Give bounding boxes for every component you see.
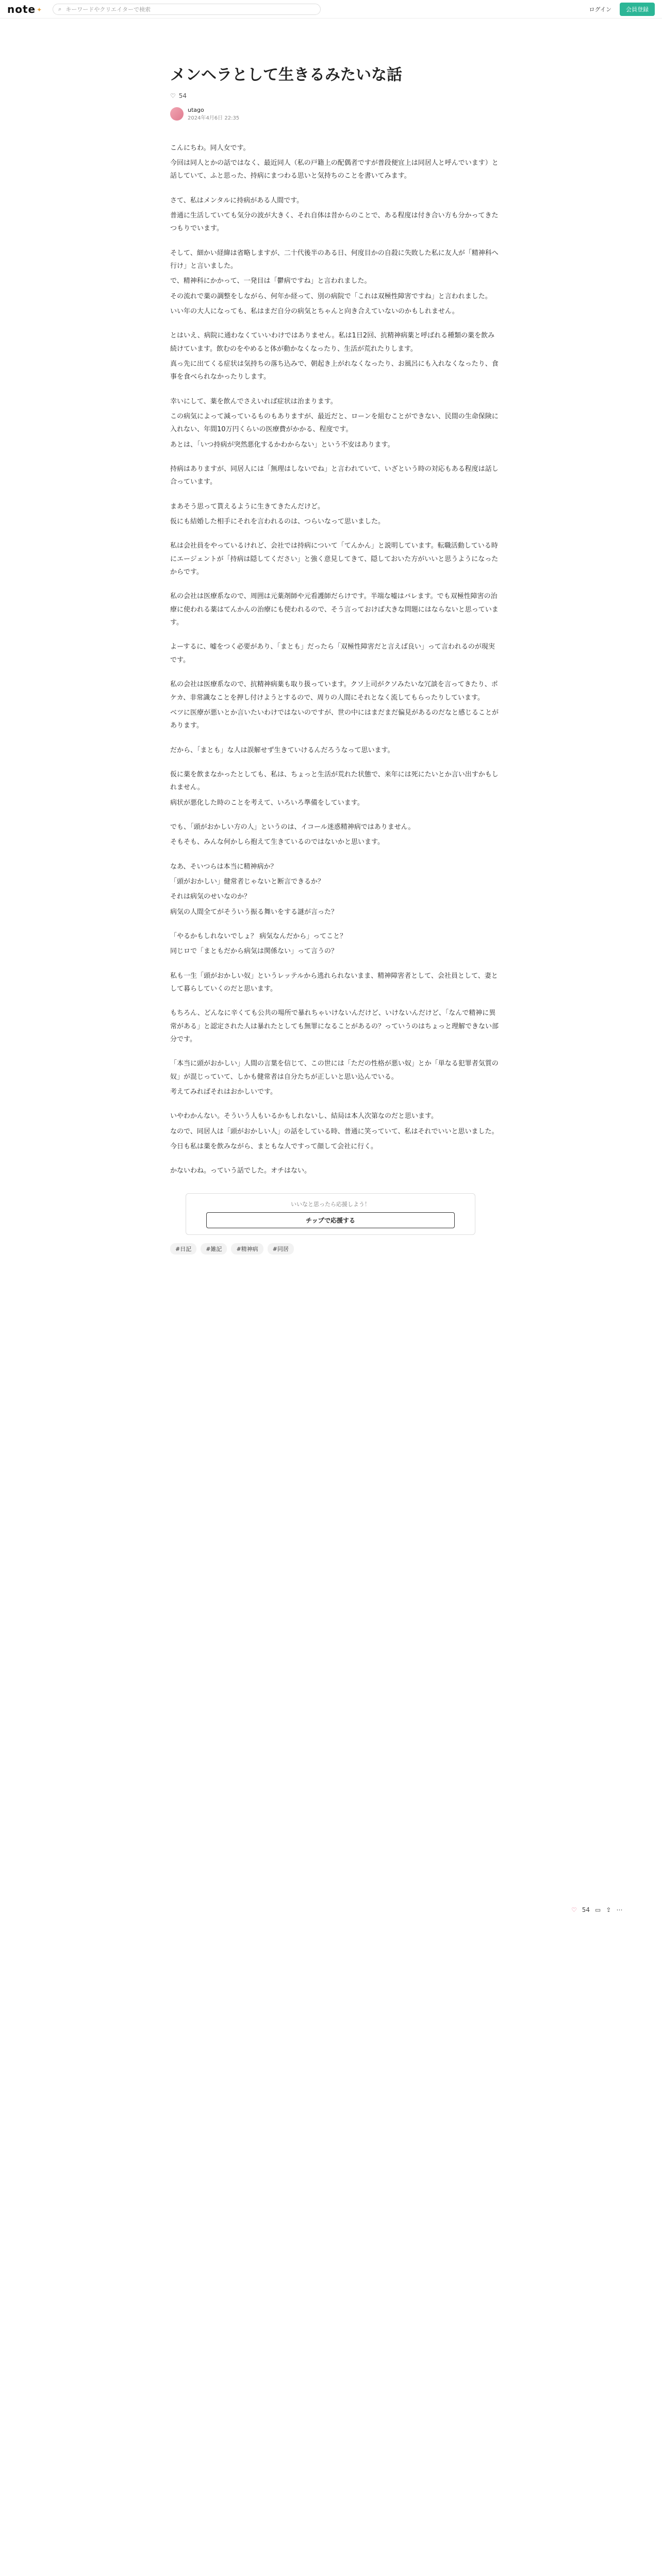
paragraph: もちろん、どんなに辛くても公共の場所で暴れちゃいけないんだけど、いけないんだけど、「なんで精神に異常がある」と認定された人は暴れたとしても無罪になることがあるの？っていうのはちょっと理解できない部分です。 <box>170 1009 499 1044</box>
tag-item[interactable]: #同居 <box>268 1243 294 1255</box>
heart-icon[interactable]: ♡ <box>571 1906 577 1913</box>
paragraph-gap <box>170 960 500 970</box>
paragraph: 「頭がおかしい」健常者じゃないと断言できるか？ <box>170 877 325 886</box>
tag-item[interactable]: #雑記 <box>201 1243 227 1255</box>
share-icon[interactable]: ⇪ <box>606 1906 611 1913</box>
login-link[interactable]: ログイン <box>589 6 611 13</box>
paragraph: ベツに医療が悪いとか言いたいわけではないのですが、世の中にはまだまだ偏見があるのだなと感じることがあります。 <box>170 708 499 730</box>
paragraph: 私の会社は医療系なので、周囲は元薬剤師や元看護師だらけです。半端な嘘はバレます。でも双極性障害の治療に使われる薬はてんかんの治療にも使われるので、そう言っておけば大きな問題にはならないと思っています。 <box>170 592 499 627</box>
like-count-value: 54 <box>178 92 187 99</box>
paragraph: あとは、「いつ持病が突然悪化するかわからない」という不安はあります。 <box>170 440 394 449</box>
like-count[interactable] <box>170 92 500 99</box>
article-body <box>170 142 500 1178</box>
search-icon: ⌕ <box>58 5 62 12</box>
paragraph: 病状が悪化した時のことを考えて、いろいろ準備をしています。 <box>170 799 364 807</box>
floating-like-count: 54 <box>582 1906 590 1913</box>
paragraph-gap <box>170 1155 500 1164</box>
paragraph-gap <box>170 1100 500 1110</box>
top-header <box>0 0 662 19</box>
paragraph: かないわね。っていう話でした。オチはない。 <box>170 1167 311 1175</box>
publish-date: 2024年4月6日 22:35 <box>188 115 240 121</box>
paragraph: いやわかんない。そういう人もいるかもしれないし、結局は本人次第なのだと思います。 <box>170 1112 438 1121</box>
paragraph: いい年の大人になっても、私はまだ自分の病気とちゃんと向き合えていないのかもしれません。 <box>170 307 459 315</box>
floating-actions <box>571 1906 622 1913</box>
paragraph: 私も一生「頭がおかしい奴」というレッテルから逃れられないまま、精神障害者として、会社員として、妻として暮らしていくのだと思います。 <box>170 972 498 993</box>
paragraph: 同じロで「まともだから病気は関係ない」って言うの？ <box>170 947 338 956</box>
paragraph: 今日も私は薬を飲みながら、まともな人ですって顔して会社に行く。 <box>170 1143 377 1151</box>
more-icon[interactable]: ⋯ <box>616 1906 623 1913</box>
paragraph: そして、細かい経緯は省略しますが、二十代後半のある日、何度目かの自殺に失敗した私に友人が「精神科へ行け」と言いました。 <box>170 249 499 270</box>
paragraph-gap <box>170 491 500 500</box>
comment-icon[interactable]: ▭ <box>595 1906 601 1913</box>
paragraph: 持病はありますが、同居人には「無理はしないでね」と言われていて、いざという時の対応もある程度は話し合っています。 <box>170 465 499 486</box>
paragraph: よーするに、嘘をつく必要があり、「まとも」だったら「双極性障害だと言えば良い」って言われるのが現実です。 <box>170 643 495 664</box>
paragraph: まあそう思って貰えるように生きてきたんだけど。 <box>170 502 325 511</box>
paragraph: 病気の人間全てがそういう振る舞いをする謎が言った？ <box>170 908 338 916</box>
paragraph: そもそも、みんな何かしら抱えて生きているのではないかと思います。 <box>170 838 384 846</box>
article <box>170 65 500 1178</box>
tag-list <box>170 1243 662 1255</box>
tag-item[interactable]: #精神病 <box>231 1243 263 1255</box>
article-title: メンヘラとして生きるみたいな話 <box>170 66 402 84</box>
paragraph: なあ、そいつらは本当に精神病か？ <box>170 862 277 871</box>
paragraph: でも、「頭がおかしい方の人」というのは、イコール迷惑精神病ではありません。 <box>170 823 415 831</box>
paragraph-gap <box>170 581 500 590</box>
signup-button[interactable]: 会員登録 <box>620 3 655 16</box>
tip-button[interactable]: チップで応援する <box>206 1212 455 1228</box>
paragraph: その流れで薬の調整をしながら、何年か経って、別の病院で「これは双極性障害ですね」と言われました。 <box>170 292 492 300</box>
paragraph-gap <box>170 811 500 821</box>
paragraph-gap <box>170 669 500 678</box>
tag-item[interactable]: #日記 <box>170 1243 196 1255</box>
paragraph: 仮にも結婚した相手にそれを言われるのは、つらいなって思いました。 <box>170 518 385 526</box>
paragraph: なので、同居人は「頭がおかしい人」の話をしている時、普通に笑っていて、私はそれでいいと思いました。 <box>170 1127 499 1136</box>
paragraph: こんにちわ。同人女です。 <box>170 144 250 152</box>
paragraph-gap <box>170 386 500 395</box>
logo-mark-icon: ✦ <box>37 6 43 13</box>
paragraph: 仮に薬を飲まなかったとしても、私は、ちょっと生活が荒れた状態で、来年には死にたいとか言い出すかもしれません。 <box>170 770 499 792</box>
paragraph-gap <box>170 851 500 860</box>
paragraph: 普通に生活していても気分の波が大きく、それ自体は昔からのことで、ある程度は付き合い方も分かってきたつもりでいます。 <box>170 211 499 233</box>
paragraph-gap <box>170 320 500 329</box>
paragraph: 幸いにして、薬を飲んでさえいれば症状は治まります。 <box>170 397 337 405</box>
support-box <box>186 1193 475 1235</box>
paragraph: だから、「まとも」な人は誤解せず生きていけるんだろうなって思います。 <box>170 746 394 754</box>
paragraph-gap <box>170 921 500 930</box>
paragraph: それは病気のせいなのか？ <box>170 893 251 901</box>
paragraph: 真っ先に出てくる症状は気持ちの落ち込みで、朝起き上がれなくなったり、お風呂にも入れなくなったり、食事を食べられなかったりします。 <box>170 360 499 381</box>
search-placeholder: キーワードやクリエイターで検索 <box>65 6 151 13</box>
paragraph: 今回は同人とかの話ではなく、最近同人（私の戸籍上の配偶者ですが普段便宜上は同居人と呼んでいます）と話していて、ふと思った、持病にまつわる思いと気持ちのことを書いてみます。 <box>170 159 499 180</box>
paragraph: 考えてみればそれはおかしいです。 <box>170 1088 277 1096</box>
avatar[interactable] <box>170 107 184 121</box>
paragraph-gap <box>170 530 500 539</box>
logo-text: note <box>7 3 36 15</box>
paragraph: で、精神科にかかって、一発目は「鬱病ですね」と言われました。 <box>170 277 371 285</box>
paragraph: 「本当に頭がおかしい」人間の言葉を信じて、この世には「ただの性格が悪い奴」とか「単なる犯罪者気質の奴」が混じっていて、しかも健常者は自分たちが正しいと思い込んでいる。 <box>170 1060 499 1081</box>
paragraph: この病気によって減っているものもありますが、最近だと、ローンを組むことができない、民間の生命保険に入れない、年間10万円くらいの医療費がかかる、程度です。 <box>170 413 499 434</box>
paragraph-gap <box>170 735 500 744</box>
paragraph: 私の会社は医療系なので、抗精神病薬も取り扱っています。クソ上司がクソみたいな冗談を言ってきたり、ポケカ、非常識なことを押し付けようとするので、周りの人間にそれとなく流してもらったりしています。 <box>170 681 498 702</box>
note-logo[interactable] <box>7 3 42 15</box>
author-block[interactable] <box>170 107 500 121</box>
search-input[interactable] <box>53 4 321 15</box>
paragraph: とはいえ、病院に通わなくていいわけではありません。私は1日2回、抗精神病薬と呼ばれる種類の薬を飲み続けています。飲むのをやめると体が動かなくなったり、生活が荒れたりします。 <box>170 332 495 353</box>
paragraph: 「やるかもしれないでしょ？ 病気なんだから」ってこと？ <box>170 932 347 940</box>
paragraph-gap <box>170 631 500 640</box>
paragraph-gap <box>170 238 500 247</box>
paragraph-gap <box>170 453 500 463</box>
heart-outline-icon: ♡ <box>170 92 176 99</box>
paragraph: 私は会社員をやっているけれど、会社では持病について「てんかん」と説明しています。転職活動している時にエージェントが「持病は隠してください」と強く意見してきて、隠しておいた方がいいと思うようになったからです。 <box>170 542 499 577</box>
paragraph-gap <box>170 997 500 1007</box>
author-name[interactable]: utago <box>188 106 204 113</box>
paragraph-gap <box>170 1048 500 1057</box>
paragraph-gap <box>170 185 500 194</box>
support-question: いいなと思ったら応援しよう！ <box>291 1200 370 1208</box>
paragraph-gap <box>170 759 500 768</box>
paragraph: さて、私はメンタルに持病がある人間です。 <box>170 196 304 205</box>
